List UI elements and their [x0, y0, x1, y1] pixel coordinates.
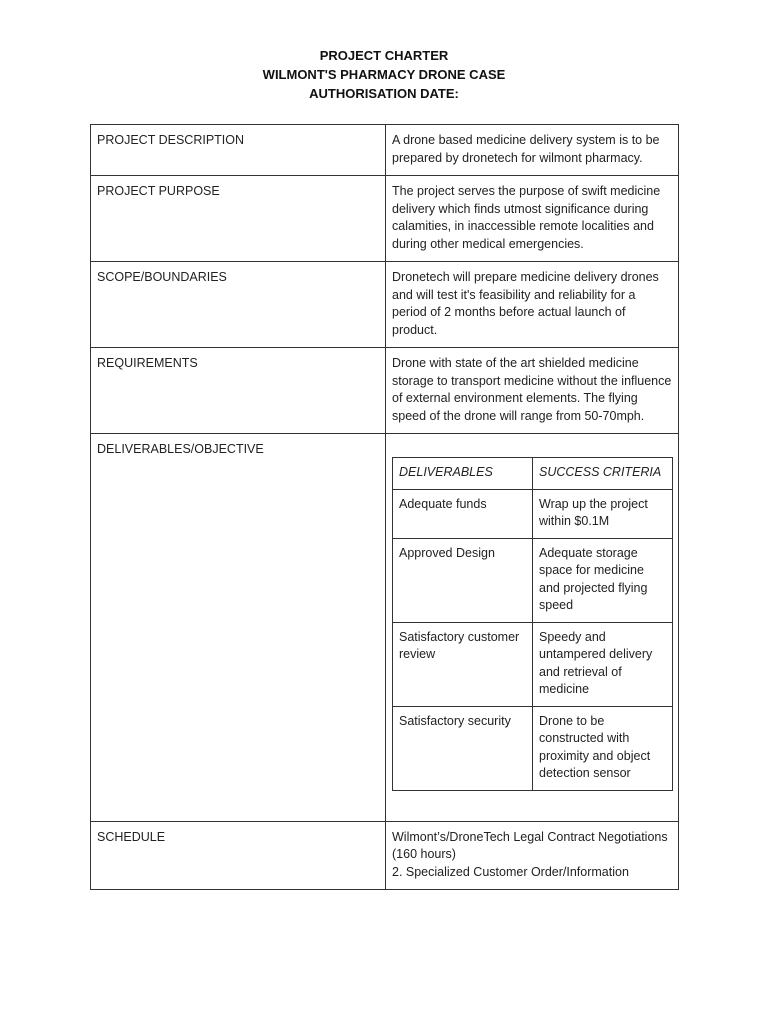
document-title: PROJECT CHARTER — [319, 48, 449, 63]
row-value-requirements: Drone with state of the art shielded medicine storage to transport medicine without the influence of external environment elements. The flying speed of the drone will range from 50-70mph. — [386, 348, 679, 434]
row-value-schedule: Wilmont’s/DroneTech Legal Contract Negotiations (160 hours) 2. Specialized Customer Order/Information — [386, 821, 679, 890]
deliverables-table — [392, 457, 673, 791]
deliverables-row — [393, 489, 673, 538]
table-row — [91, 125, 679, 176]
document-title-block — [0, 46, 768, 103]
row-label-deliverables-objective: DELIVERABLES/OBJECTIVE — [91, 434, 386, 822]
deliverables-column-header: DELIVERABLES — [393, 458, 533, 490]
project-charter-table — [90, 124, 679, 890]
deliverable-cell: Adequate funds — [393, 489, 533, 538]
row-value-deliverables-objective — [386, 434, 679, 822]
row-value-project-purpose: The project serves the purpose of swift medicine delivery which finds utmost significance during calamities, in inaccessible remote localities and during other medical emergencies. — [386, 176, 679, 262]
deliverable-cell: Satisfactory security — [393, 706, 533, 790]
success-criteria-cell: Wrap up the project within $0.1M — [533, 489, 673, 538]
deliverable-cell: Approved Design — [393, 538, 533, 622]
row-label-project-description: PROJECT DESCRIPTION — [91, 125, 386, 176]
deliverables-header-row — [393, 458, 673, 490]
row-value-project-description: A drone based medicine delivery system is to be prepared by dronetech for wilmont pharmacy. — [386, 125, 679, 176]
success-criteria-cell: Speedy and untampered delivery and retrieval of medicine — [533, 622, 673, 706]
success-criteria-column-header: SUCCESS CRITERIA — [533, 458, 673, 490]
deliverables-row — [393, 706, 673, 790]
table-row — [91, 348, 679, 434]
deliverables-row — [393, 622, 673, 706]
row-label-project-purpose: PROJECT PURPOSE — [91, 176, 386, 262]
table-row — [91, 262, 679, 348]
authorisation-date-label: AUTHORISATION DATE: — [309, 86, 459, 101]
row-value-scope-boundaries: Dronetech will prepare medicine delivery drones and will test it's feasibility and reliability for a period of 2 months before actual launch of product. — [386, 262, 679, 348]
table-row — [91, 176, 679, 262]
table-row — [91, 434, 679, 822]
success-criteria-cell: Adequate storage space for medicine and projected flying speed — [533, 538, 673, 622]
document-subtitle: WILMONT'S PHARMACY DRONE CASE — [262, 67, 506, 82]
deliverables-row — [393, 538, 673, 622]
table-row — [91, 821, 679, 890]
row-label-schedule: SCHEDULE — [91, 821, 386, 890]
success-criteria-cell: Drone to be constructed with proximity and object detection sensor — [533, 706, 673, 790]
deliverable-cell: Satisfactory customer review — [393, 622, 533, 706]
row-label-scope-boundaries: SCOPE/BOUNDARIES — [91, 262, 386, 348]
row-label-requirements: REQUIREMENTS — [91, 348, 386, 434]
